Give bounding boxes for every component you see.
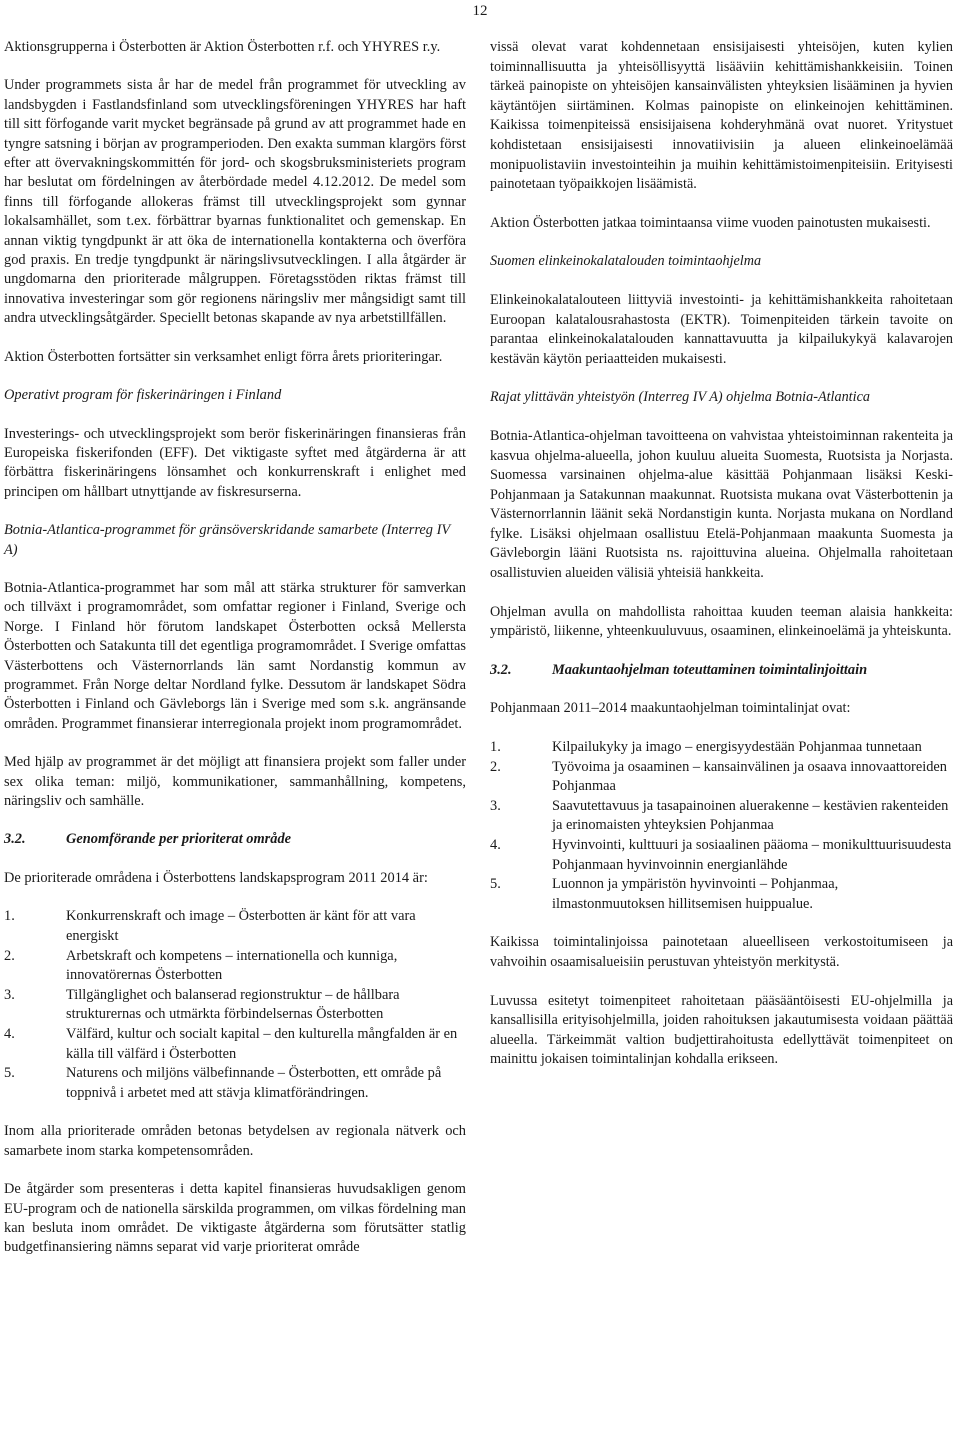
list-text: Naturens och miljöns välbefinnande – Österbotten, ett område på toppnivå i arbetet med att stävja klimatförändringen. [66,1065,442,1101]
list-text: Tillgänglighet och balanserad regionstruktur – de hållbara strukturernas och utmärkta förbindelsernas Österbotten [66,986,400,1023]
list-number: 2. [4,947,15,964]
list-item [490,797,953,836]
subheading: Operativt program för fiskerinäringen i Finland [4,387,282,404]
section-number: 3.2. [4,831,26,848]
list-text: Kilpailukyky ja imago – energisyydestään Pohjanmaa tunnetaan [552,739,922,756]
list-item [490,738,953,758]
list-text: Arbetskraft och kompetens – internationella och kunniga, innovatörernas Österbotten [66,947,398,984]
paragraph: Botnia-Atlantica-programmet har som mål att stärka strukturer för samverkan och tillväxt i programområdet, som omfattar regioner i Finland, Sverige och Norge. I Finland hör förutom landskapet Österbotten också Mellersta Österbotten och Satakunta till det egentliga programområdet. I Sverige omfattas Västerbottens och Västernorrlands län samt Nordanstig kommun av programmet. Från Norge deltar Nordland fylke. Dessutom är landskapet Södra Österbotten i Finland och Gävleborgs län i Sverige med som s.k. angränsande områden. Programmet finansierar interregionala projekt inom programområdet. [4,579,466,732]
list-number: 3. [490,797,501,814]
list-number: 1. [4,908,15,925]
list-text: Hyvinvointi, kulttuuri ja sosiaalinen pääoma – monikulttuurisuudesta Pohjanmaan hyvinvoinnin energianlähde [552,837,952,873]
list-number: 4. [490,837,501,853]
paragraph: Med hjälp av programmet är det möjligt att finansiera projekt som faller under sex olika teman: miljö, kommunikationer, sammanhållning, kompetens, näringsliv och samhälle. [4,754,466,809]
paragraph: Botnia-Atlantica-ohjelman tavoitteena on vahvistaa yhteistoiminnan rakenteita ja kasvua ohjelma-alueella, johon kuuluu alueita Suomesta, Ruotsista ja Norjasta. Suomessa varsinainen ohjelma-alue käsittää Pohjanmaan lisäksi Keski-Pohjanmaan ja Satakunnan maakunnat. Ruotsista mukana ovat Västerbottenin ja Västernorrlannin läänit sekä Nordanstigin kunta. Norjasta mukana on Nordland fylke. Lisäksi ohjelmaan osallistuu Etelä-Pohjanmaan maakunta Suomesta ja Gävleborgin lääni Ruotsista ns. rajoittuvina alueina. Ohjelmalla rahoitetaan osallistuvien alueiden välisiä yhteisiä hankkeita. [490,427,953,582]
section-title: Maakuntaohjelman toteuttaminen toimintalinjoittain [552,661,868,678]
paragraph: Kaikissa toimintalinjoissa painotetaan alueelliseen verkostoitumiseen ja vahvoihin osaamisalueisiin perustuvan yhteistyön merkitystä. [490,934,953,970]
left-column [4,38,466,1258]
list-number: 3. [4,986,15,1003]
list-text: Välfärd, kultur och socialt kapital – den kulturella mångfalden är en källa till välfärd i Österbotten [66,1025,458,1062]
list-item [4,907,466,946]
list-number: 2. [490,758,501,775]
section-heading [490,661,953,681]
page-number: 12 [472,3,488,19]
paragraph: Aktion Österbotten jatkaa toimintaansa viime vuoden painotusten mukaisesti. [490,214,931,231]
paragraph: Ohjelman avulla on mahdollista rahoittaa kuuden teeman alaisia hankkeita: ympäristö, liikenne, yhteenkuuluvuus, osaaminen, elinkeinoelämä ja yhteiskunta. [490,603,953,640]
list-text: Saavutettavuus ja tasapainoinen aluerakenne – kestävien rakenteiden ja erinomaisten yhteyksien Pohjanmaa [552,797,949,834]
paragraph: Investerings- och utvecklingsprojekt som berör fiskerinäringen finansieras från Europeiska fiskerifonden (EFF). Det viktigaste syftet med åtgärderna är att förbättra fiskerinäringens lönsamhet och konkurrenskraft i enlighet med principen om hållbart utnyttjande av fiskresurserna. [4,425,466,500]
right-column [490,38,953,1070]
list-item [4,1064,466,1103]
list-item [490,836,953,875]
subheading: Suomen elinkeinokalatalouden toimintaohjelma [490,253,762,270]
section-number: 3.2. [490,661,512,678]
section-heading [4,830,466,850]
priority-list [490,738,953,914]
list-text: Luonnon ja ympäristön hyvinvointi – Pohjanmaa, ilmastonmuutoksen hillitsemisen huippualue. [552,876,839,912]
subheading: Botnia-Atlantica-programmet för gränsöverskridande samarbete (Interreg IV A) [4,522,450,558]
paragraph: Elinkeinokalatalouteen liittyviä investointi- ja kehittämishankkeita rahoitetaan Euroopan kalatalousrahastosta (EKTR). Toimenpiteiden tärkein tavoite on parantaa elinkeinokalatalouden kannattavuutta ja kilpailukykyä kalavarojen kestävän käytön periaatteiden mukaisesti. [490,291,953,367]
paragraph: Inom alla prioriterade områden betonas betydelsen av regionala nätverk och samarbete inom starka kompetensområden. [4,1123,466,1159]
list-item [4,986,466,1025]
list-item [4,1025,466,1064]
paragraph: Luvussa esitetyt toimenpiteet rahoitetaan pääsääntöisesti EU-ohjelmilla ja kansallisilla erityisohjelmilla, joiden rahoituksen jakautumisesta voidaan päättää alueella. Tärkeimmät valtion budjettirahoitusta edellyttävät toimenpiteet on mainittu jokaisen toimintalinjan kohdalla erikseen. [490,992,953,1068]
priority-list [4,907,466,1103]
list-number: 5. [4,1065,15,1082]
list-item [490,758,953,797]
paragraph: Aktionsgrupperna i Österbotten är Aktion Österbotten r.f. och YHYRES r.y. [4,39,441,55]
paragraph: De åtgärder som presenteras i detta kapitel finansieras huvudsakligen genom EU-program och de nationella särskilda programmen, om vilkas fördelning man kan besluta inom området. De viktigaste åtgärderna som förutsätter statlig budgetfinansiering nämns separat vid varje prioriterat område [4,1181,466,1256]
list-text: Konkurrenskraft och image – Österbotten är känt för att vara energiskt [66,908,416,944]
list-number: 5. [490,876,501,893]
subheading: Rajat ylittävän yhteistyön (Interreg IV A) ohjelma Botnia-Atlantica [490,389,870,406]
paragraph: Pohjanmaan 2011–2014 maakuntaohjelman toimintalinjat ovat: [490,700,851,717]
paragraph: Aktion Österbotten fortsätter sin verksamhet enligt förra årets prioriteringar. [4,348,443,365]
list-number: 1. [490,739,501,756]
paragraph: vissä olevat varat kohdennetaan ensisijaisesti yhteisöjen, kuten kylien toiminnallisuutta ja yhteisöllisyyttä lisääviin kehittämishankkeisiin. Toinen tärkeä painopiste on yhteisöjen kansainvälisten yhteyksien lisääminen ja hyvien käytäntöjen siirtäminen. Kolmas painopiste on elinkeinojen kehittäminen. Kaikissa toimenpiteissä ensisijaisena kohderyhmänä ovat nuoret. Yritystuet kohdistetaan ensisijaisesti innovatiivisiin ja alueen elinkeinoelämää monipuolistaviin investointeihin ja muihin kehittämistoimenpiteisiin. Erityisesti painotetaan työpaikkojen lisäämistä. [490,39,953,193]
list-item [490,875,953,914]
section-title: Genomförande per prioriterat område [66,831,292,848]
paragraph: Under programmets sista år har de medel från programmet för utveckling av landsbygden i Fastlandsfinland som utvecklingsföreningen YHYRES har haft till sitt förfogande varit mycket begränsade på grund av att programmet hade en tyngre satsning i början av programperioden. Den exakta summan klargörs först efter att övervakningskommittén för jord- och skogsbruksministeriets program har beslutat om fördelningen av återbördade medel 4.12.2012. De medel som finns till förfogande allokeras främst till utvecklingsprojekt som gynnar lokalsamhället, som t.ex. förbättrar byarnas funktionalitet och gemenskap. En annan viktig tyngdpunkt är att öka de internationella kontakterna och överföra god praxis. En tredje tyngdpunkt är näringslivsutvecklingen. I alla åtgärder är ungdomarna den prioriterade målgruppen. Företagsstöden riktas främst till innovativa investeringar som gör regionens näringsliv mer mångsidigt samt till andra utvecklingsåtgärder. Speciellt betonas skapande av nya arbetstillfällen. [4,77,466,327]
list-text: Työvoima ja osaaminen – kansainvälinen ja osaava innovaattoreiden Pohjanmaa [552,758,948,795]
paragraph: De prioriterade områdena i Österbottens landskapsprogram 2011 2014 är: [4,870,428,886]
list-item [4,947,466,986]
list-number: 4. [4,1025,15,1042]
